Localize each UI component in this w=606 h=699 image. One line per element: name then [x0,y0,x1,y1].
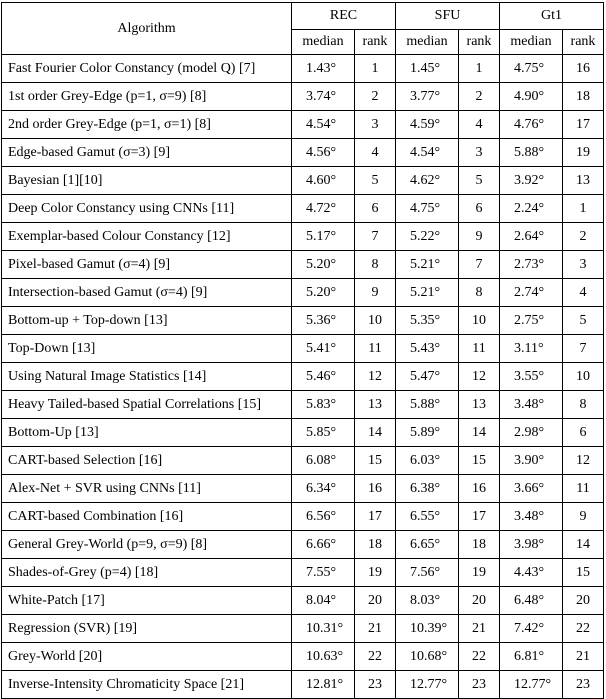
rank-header: rank [459,30,500,55]
sfu-median-cell: 5.47° [396,363,459,391]
gt1-rank-cell: 4 [563,279,604,307]
sfu-median-cell: 5.89° [396,419,459,447]
rec-rank-cell: 4 [355,139,396,167]
algorithm-name-cell: Top-Down [13] [2,335,292,363]
sfu-median-cell: 3.77° [396,83,459,111]
gt1-rank-cell: 8 [563,391,604,419]
gt1-rank-cell: 12 [563,447,604,475]
sfu-median-cell: 5.22° [396,223,459,251]
rec-rank-cell: 11 [355,335,396,363]
table-row [2,643,604,671]
rank-header: rank [355,30,396,55]
gt1-rank-cell: 22 [563,615,604,643]
rec-rank-cell: 7 [355,223,396,251]
sfu-rank-cell: 22 [459,643,500,671]
gt1-rank-cell: 7 [563,335,604,363]
gt1-median-cell: 2.98° [500,419,563,447]
rec-median-cell: 6.56° [292,503,355,531]
rec-rank-cell: 17 [355,503,396,531]
rec-median-cell: 5.46° [292,363,355,391]
algorithm-name-cell: 1st order Grey-Edge (p=1, σ=9) [8] [2,83,292,111]
gt1-rank-cell: 14 [563,531,604,559]
rec-median-cell: 10.31° [292,615,355,643]
results-table [1,2,604,699]
table-row [2,391,604,419]
sfu-median-cell: 10.68° [396,643,459,671]
sfu-median-cell: 5.43° [396,335,459,363]
rec-rank-cell: 14 [355,419,396,447]
rec-median-cell: 5.83° [292,391,355,419]
sfu-median-cell: 6.55° [396,503,459,531]
gt1-rank-cell: 11 [563,475,604,503]
table-row [2,83,604,111]
gt1-median-cell: 3.90° [500,447,563,475]
rec-rank-cell: 1 [355,55,396,83]
median-header: median [292,30,355,55]
gt1-median-cell: 2.64° [500,223,563,251]
gt1-rank-cell: 20 [563,587,604,615]
sfu-rank-cell: 16 [459,475,500,503]
rec-rank-cell: 19 [355,559,396,587]
gt1-median-cell: 12.77° [500,671,563,699]
rec-rank-cell: 3 [355,111,396,139]
table-row [2,615,604,643]
rec-median-cell: 5.85° [292,419,355,447]
sfu-median-cell: 6.65° [396,531,459,559]
sfu-rank-cell: 15 [459,447,500,475]
gt1-median-cell: 4.76° [500,111,563,139]
gt1-median-cell: 5.88° [500,139,563,167]
rec-rank-cell: 23 [355,671,396,699]
sfu-median-cell: 4.75° [396,195,459,223]
sfu-rank-cell: 20 [459,587,500,615]
sfu-rank-cell: 17 [459,503,500,531]
median-header: median [396,30,459,55]
gt1-rank-cell: 2 [563,223,604,251]
rec-median-cell: 12.81° [292,671,355,699]
rec-median-cell: 6.08° [292,447,355,475]
algorithm-name-cell: Using Natural Image Statistics [14] [2,363,292,391]
algorithm-name-cell: Bottom-up + Top-down [13] [2,307,292,335]
gt1-median-cell: 3.92° [500,167,563,195]
dataset-header-gt1: Gt1 [500,3,604,30]
gt1-median-cell: 2.24° [500,195,563,223]
rec-rank-cell: 6 [355,195,396,223]
gt1-rank-cell: 16 [563,55,604,83]
table-row [2,671,604,699]
gt1-rank-cell: 1 [563,195,604,223]
sfu-rank-cell: 14 [459,419,500,447]
algorithm-name-cell: White-Patch [17] [2,587,292,615]
algorithm-name-cell: Alex-Net + SVR using CNNs [11] [2,475,292,503]
sfu-median-cell: 6.03° [396,447,459,475]
sfu-rank-cell: 23 [459,671,500,699]
algorithm-name-cell: Deep Color Constancy using CNNs [11] [2,195,292,223]
sfu-median-cell: 4.62° [396,167,459,195]
rec-rank-cell: 5 [355,167,396,195]
rec-rank-cell: 15 [355,447,396,475]
gt1-rank-cell: 19 [563,139,604,167]
sfu-rank-cell: 7 [459,251,500,279]
rec-rank-cell: 2 [355,83,396,111]
sfu-rank-cell: 21 [459,615,500,643]
sfu-median-cell: 10.39° [396,615,459,643]
algorithm-name-cell: Shades-of-Grey (p=4) [18] [2,559,292,587]
sfu-rank-cell: 3 [459,139,500,167]
rec-rank-cell: 21 [355,615,396,643]
table-row [2,335,604,363]
gt1-median-cell: 3.48° [500,503,563,531]
algorithm-name-cell: Bayesian [1][10] [2,167,292,195]
results-table-container [1,2,604,699]
table-row [2,307,604,335]
rec-median-cell: 4.56° [292,139,355,167]
sfu-rank-cell: 10 [459,307,500,335]
sfu-rank-cell: 4 [459,111,500,139]
algorithm-name-cell: Bottom-Up [13] [2,419,292,447]
rank-header: rank [563,30,604,55]
table-row [2,55,604,83]
dataset-header-rec: REC [292,3,396,30]
table-row [2,139,604,167]
sfu-median-cell: 5.88° [396,391,459,419]
gt1-rank-cell: 10 [563,363,604,391]
gt1-median-cell: 6.48° [500,587,563,615]
rec-median-cell: 6.34° [292,475,355,503]
rec-median-cell: 4.54° [292,111,355,139]
table-row [2,419,604,447]
gt1-rank-cell: 23 [563,671,604,699]
sfu-rank-cell: 9 [459,223,500,251]
algorithm-name-cell: Exemplar-based Colour Constancy [12] [2,223,292,251]
table-row [2,223,604,251]
sfu-rank-cell: 18 [459,531,500,559]
algorithm-name-cell: Fast Fourier Color Constancy (model Q) [7] [2,55,292,83]
gt1-median-cell: 2.73° [500,251,563,279]
sfu-median-cell: 4.54° [396,139,459,167]
rec-median-cell: 4.72° [292,195,355,223]
gt1-median-cell: 3.98° [500,531,563,559]
sfu-median-cell: 4.59° [396,111,459,139]
gt1-median-cell: 3.55° [500,363,563,391]
table-row [2,559,604,587]
gt1-rank-cell: 9 [563,503,604,531]
sfu-rank-cell: 12 [459,363,500,391]
table-row [2,475,604,503]
gt1-rank-cell: 3 [563,251,604,279]
algorithm-name-cell: Pixel-based Gamut (σ=4) [9] [2,251,292,279]
gt1-median-cell: 3.48° [500,391,563,419]
gt1-rank-cell: 13 [563,167,604,195]
table-row [2,279,604,307]
gt1-median-cell: 2.75° [500,307,563,335]
gt1-median-cell: 3.11° [500,335,563,363]
rec-median-cell: 1.43° [292,55,355,83]
gt1-rank-cell: 21 [563,643,604,671]
rec-median-cell: 8.04° [292,587,355,615]
gt1-rank-cell: 5 [563,307,604,335]
rec-rank-cell: 18 [355,531,396,559]
gt1-median-cell: 2.74° [500,279,563,307]
sfu-median-cell: 1.45° [396,55,459,83]
sfu-rank-cell: 11 [459,335,500,363]
algorithm-header: Algorithm [2,3,292,55]
rec-rank-cell: 9 [355,279,396,307]
table-row [2,251,604,279]
rec-rank-cell: 13 [355,391,396,419]
sfu-rank-cell: 19 [459,559,500,587]
rec-rank-cell: 12 [355,363,396,391]
sfu-median-cell: 8.03° [396,587,459,615]
gt1-median-cell: 7.42° [500,615,563,643]
algorithm-name-cell: CART-based Selection [16] [2,447,292,475]
rec-rank-cell: 22 [355,643,396,671]
rec-median-cell: 5.20° [292,279,355,307]
sfu-median-cell: 5.35° [396,307,459,335]
rec-median-cell: 5.17° [292,223,355,251]
algorithm-name-cell: CART-based Combination [16] [2,503,292,531]
table-row [2,587,604,615]
gt1-median-cell: 3.66° [500,475,563,503]
sfu-median-cell: 6.38° [396,475,459,503]
rec-median-cell: 10.63° [292,643,355,671]
table-row [2,503,604,531]
sfu-rank-cell: 1 [459,55,500,83]
gt1-rank-cell: 15 [563,559,604,587]
rec-median-cell: 5.20° [292,251,355,279]
sfu-median-cell: 12.77° [396,671,459,699]
algorithm-name-cell: Heavy Tailed-based Spatial Correlations [15] [2,391,292,419]
rec-median-cell: 3.74° [292,83,355,111]
rec-rank-cell: 8 [355,251,396,279]
algorithm-name-cell: Edge-based Gamut (σ=3) [9] [2,139,292,167]
sfu-rank-cell: 5 [459,167,500,195]
rec-rank-cell: 16 [355,475,396,503]
sfu-rank-cell: 6 [459,195,500,223]
algorithm-name-cell: Inverse-Intensity Chromaticity Space [21] [2,671,292,699]
algorithm-name-cell: Grey-World [20] [2,643,292,671]
algorithm-name-cell: General Grey-World (p=9, σ=9) [8] [2,531,292,559]
rec-median-cell: 5.36° [292,307,355,335]
median-header: median [500,30,563,55]
gt1-median-cell: 6.81° [500,643,563,671]
table-row [2,167,604,195]
gt1-median-cell: 4.75° [500,55,563,83]
algorithm-name-cell: Regression (SVR) [19] [2,615,292,643]
sfu-rank-cell: 8 [459,279,500,307]
sfu-median-cell: 7.56° [396,559,459,587]
rec-median-cell: 6.66° [292,531,355,559]
dataset-header-sfu: SFU [396,3,500,30]
algorithm-name-cell: Intersection-based Gamut (σ=4) [9] [2,279,292,307]
table-row [2,111,604,139]
header-row-datasets [2,3,604,30]
table-row [2,363,604,391]
gt1-rank-cell: 17 [563,111,604,139]
table-row [2,531,604,559]
rec-rank-cell: 10 [355,307,396,335]
sfu-rank-cell: 2 [459,83,500,111]
rec-median-cell: 7.55° [292,559,355,587]
rec-median-cell: 4.60° [292,167,355,195]
sfu-rank-cell: 13 [459,391,500,419]
table-row [2,195,604,223]
gt1-median-cell: 4.43° [500,559,563,587]
sfu-median-cell: 5.21° [396,279,459,307]
gt1-rank-cell: 6 [563,419,604,447]
table-row [2,447,604,475]
algorithm-name-cell: 2nd order Grey-Edge (p=1, σ=1) [8] [2,111,292,139]
rec-median-cell: 5.41° [292,335,355,363]
rec-rank-cell: 20 [355,587,396,615]
gt1-rank-cell: 18 [563,83,604,111]
sfu-median-cell: 5.21° [396,251,459,279]
gt1-median-cell: 4.90° [500,83,563,111]
